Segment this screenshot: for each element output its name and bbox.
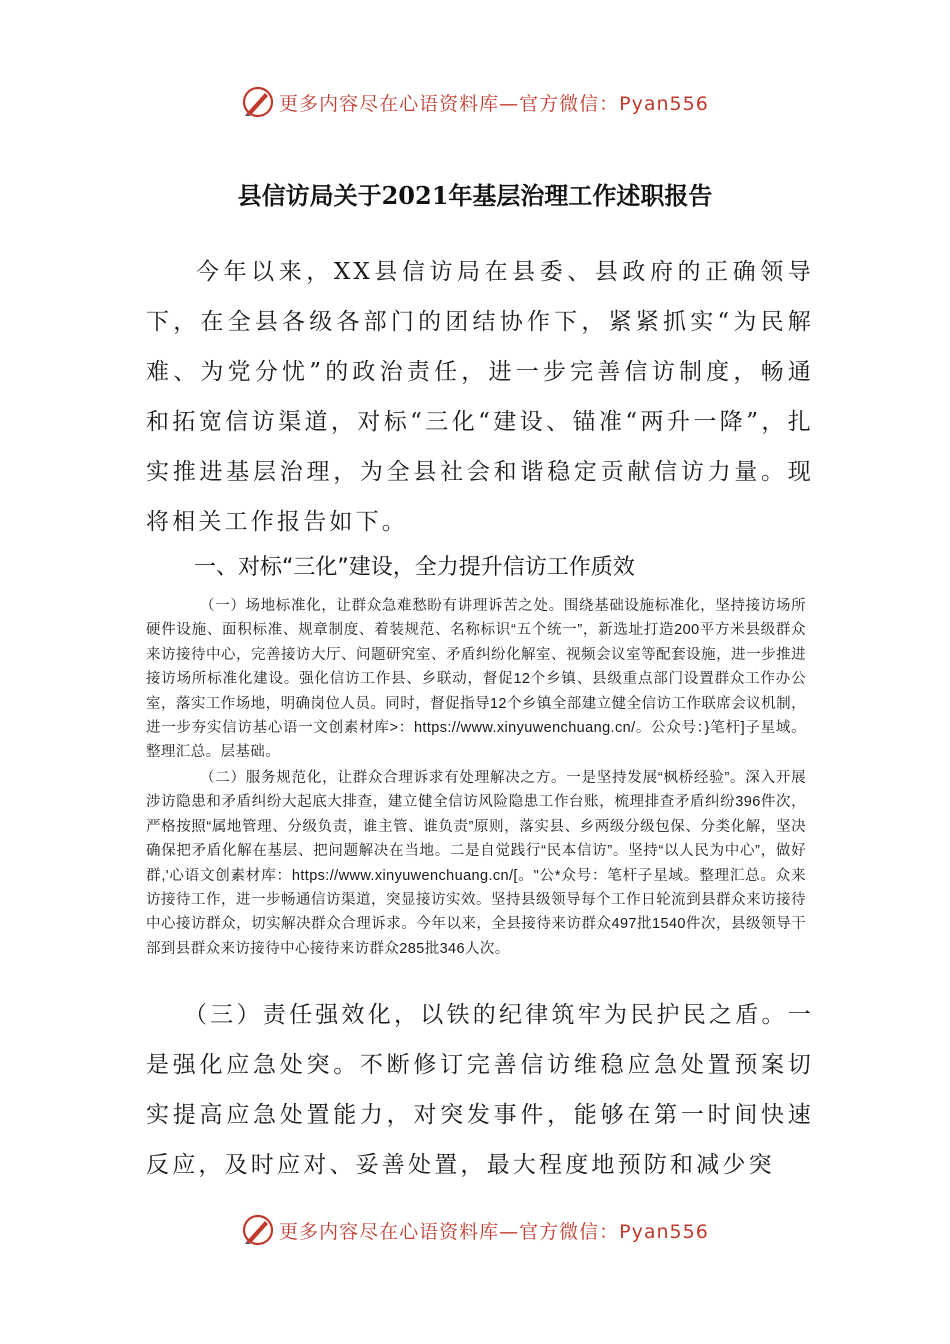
pen-logo-icon — [241, 1213, 275, 1247]
watermark-text: 更多内容尽在心语资料库—官方微信：Pyan556 — [279, 1220, 709, 1243]
section-paragraph-2: （二）服务规范化，让群众合理诉求有处理解决之方。一是坚持发展“枫桥经验”。深入开展涉访隐患和矛盾纠纷大起底大排查，建立健全信访风险隐患工作台账，梳理排查矛盾纠纷396件次，严格按照“属地管理、分级负责，谁主管、谁负责”原则，落实县、乡两级分级包保、分类化解，坚决确保把矛盾化解在基层、把问题解决在当地。二是自觉践行“民本信访”。坚持“以人民为中心”，做好群,'心语文创素材库：https://www.xinyuwenchuang.cn/[。"公*众号：笔杆子星域。整理汇总。众来访接待工作，进一步畅通信访渠道，突显接访实效。坚持县级领导每个工作日轮流到县群众来访接待中心接访群众，切实解决群众合理诉求。今年以来，全县接待来访群众497批1540件次，县级领导干部到县群众来访接待中心接待来访群众285批346人次。 — [146, 770, 806, 957]
watermark-banner-bottom — [0, 1210, 950, 1250]
pen-logo-icon — [241, 85, 275, 119]
watermark-text: 更多内容尽在心语资料库—官方微信：Pyan556 — [279, 92, 709, 115]
section-paragraph-1: （一）场地标准化，让群众急难愁盼有讲理诉苦之处。围绕基础设施标准化，坚持接访场所硬件设施、面积标准、规章制度、着装规范、名称标识“五个统一”，新选址打造200平方米县级群众来访接待中心，完善接访大厅、问题研究室、矛盾纠纷化解室、视频会议室等配套设施，进一步推进接访场所标准化建设。强化信访工作县、乡联动，督促12个乡镇、县级重点部门设置群众工作办公室，落实工作场地，明确岗位人员。同时，督促指导12个乡镇全部建立健全信访工作联席会议机制，进一步夯实信访基心语一文创素材库>：https://www.xinyuwenchuang.cn/。公众号：}笔杆]子星域。整理汇总。层基础。 — [146, 598, 806, 761]
section-paragraph-3: （三）责任强效化，以铁的纪律筑牢为民护民之盾。一是强化应急处突。不断修订完善信访维稳应急处置预案切实提高应急处置能力，对突发事件，能够在第一时间快速反应，及时应对、妥善处置，最大程度地预防和减少突 — [146, 1002, 814, 1178]
watermark-banner-top — [0, 82, 950, 122]
section-heading: 一、对标“三化”建设，全力提升信访工作质效 — [194, 555, 635, 580]
document-title: 县信访局关于2021年基层治理工作述职报告 — [237, 181, 713, 210]
intro-paragraph: 今年以来，XX县信访局在县委、县政府的正确领导下，在全县各级各部门的团结协作下，紧紧抓实“为民解难、为党分忧”的政治责任，进一步完善信访制度，畅通和拓宽信访渠道，对标“三化“建设、锚准“两升一降”，扎实推进基层治理，为全县社会和谐稳定贡献信访力量。现将相关工作报告如下。 — [146, 259, 814, 535]
